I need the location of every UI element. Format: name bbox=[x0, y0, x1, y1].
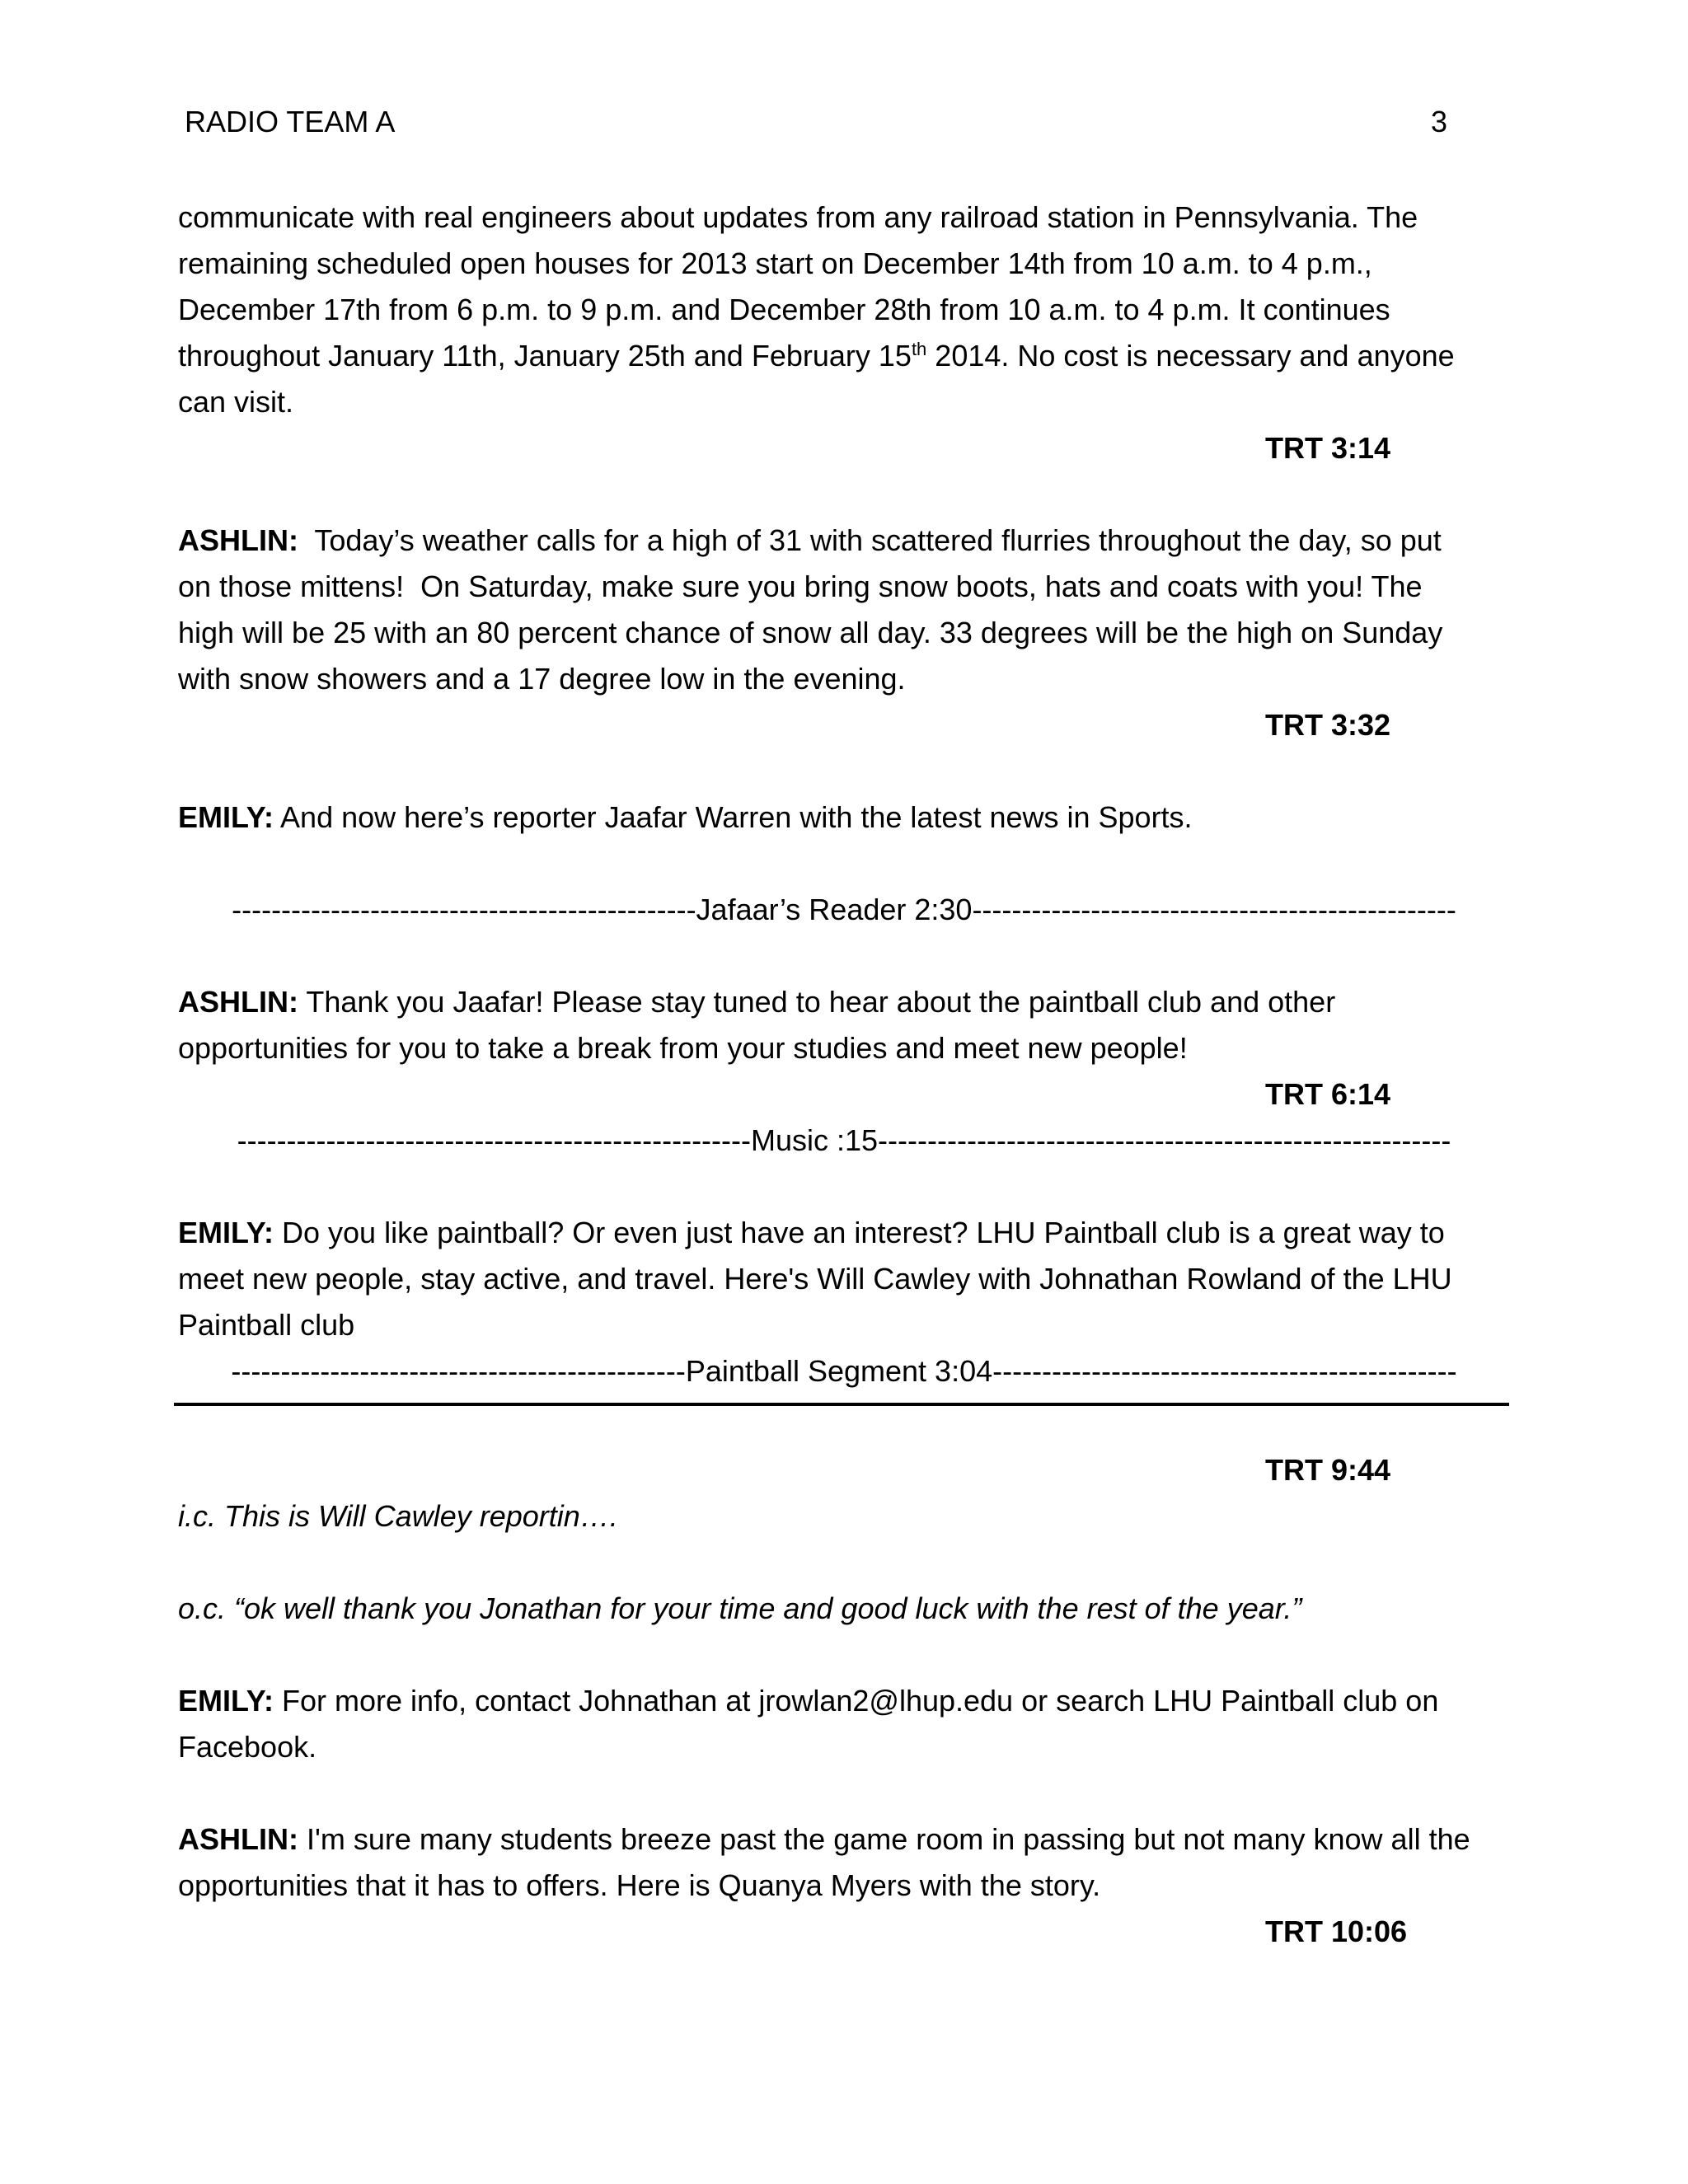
game-room-line-2: opportunities that it has to offers. Here is Quanya Myers with the story. bbox=[178, 1868, 1101, 1902]
paintball-line-1 bbox=[178, 1210, 1445, 1256]
speaker-ashlin: ASHLIN: bbox=[178, 1822, 298, 1856]
speaker-emily: EMILY: bbox=[178, 1216, 274, 1249]
music-divider: ----------------------------------------------------Music :15---------------------------------------------------------- bbox=[237, 1123, 1451, 1157]
speaker-emily: EMILY: bbox=[178, 1684, 274, 1718]
in-cue: i.c. This is Will Cawley reportin…. bbox=[178, 1499, 618, 1533]
intro-line-1: communicate with real engineers about updates from any railroad station in Pennsylvania. The bbox=[178, 200, 1418, 234]
header-title: RADIO TEAM A bbox=[185, 105, 396, 138]
game-room-line-1 bbox=[178, 1816, 1470, 1863]
paintball-text-1: Do you like paintball? Or even just have an interest? LHU Paintball club is a great way to bbox=[274, 1216, 1445, 1249]
weather-line-3: high will be 25 with an 80 percent chance of snow all day. 33 degrees will be the high on Sunday bbox=[178, 616, 1443, 649]
paintball-line-2: meet new people, stay active, and travel. Here's Will Cawley with Johnathan Rowland of the LHU bbox=[178, 1262, 1452, 1296]
contact-text-1: For more info, contact Johnathan at jrowlan2@lhup.edu or search LHU Paintball club on bbox=[274, 1684, 1439, 1718]
weather-line-4: with snow showers and a 17 degree low in the evening. bbox=[178, 662, 906, 696]
thanks-line-2: opportunities for you to take a break from your studies and meet new people! bbox=[178, 1031, 1188, 1065]
section-rule bbox=[174, 1403, 1509, 1406]
game-room-text-1: I'm sure many students breeze past the game room in passing but not many know all the bbox=[298, 1822, 1470, 1856]
page-number: 3 bbox=[1431, 105, 1448, 138]
weather-line-1 bbox=[178, 518, 1442, 564]
intro-line-4 bbox=[178, 333, 1455, 379]
intro-line-5: can visit. bbox=[178, 385, 294, 419]
thanks-text-1: Thank you Jaafar! Please stay tuned to hear about the paintball club and other bbox=[298, 985, 1336, 1019]
sports-intro-text: And now here’s reporter Jaafar Warren with the latest news in Sports. bbox=[274, 800, 1193, 834]
contact-line-1 bbox=[178, 1678, 1438, 1724]
weather-text-1: Today’s weather calls for a high of 31 with scattered flurries throughout the day, so put bbox=[298, 523, 1442, 557]
weather-line-2: on those mittens! On Saturday, make sure you bring snow boots, hats and coats with you! The bbox=[178, 569, 1423, 603]
intro-line-4b: 2014. No cost is necessary and anyone bbox=[926, 339, 1455, 373]
trt-3-14: TRT 3:14 bbox=[1265, 431, 1391, 465]
speaker-ashlin: ASHLIN: bbox=[178, 523, 298, 557]
intro-line-3: December 17th from 6 p.m. to 9 p.m. and December 28th from 10 a.m. to 4 p.m. It continues bbox=[178, 293, 1390, 326]
speaker-ashlin: ASHLIN: bbox=[178, 985, 298, 1019]
paintball-divider: ----------------------------------------------Paintball Segment 3:04----------------------------------------------- bbox=[231, 1354, 1457, 1388]
trt-3-32: TRT 3:32 bbox=[1265, 708, 1391, 742]
intro-line-2: remaining scheduled open houses for 2013 start on December 14th from 10 a.m. to 4 p.m., bbox=[178, 246, 1372, 280]
out-cue: o.c. “ok well thank you Jonathan for your time and good luck with the rest of the year.” bbox=[178, 1591, 1302, 1625]
trt-9-44: TRT 9:44 bbox=[1265, 1453, 1391, 1487]
thanks-line-1 bbox=[178, 979, 1335, 1025]
superscript-th: th bbox=[911, 339, 927, 359]
paintball-line-3: Paintball club bbox=[178, 1308, 355, 1342]
speaker-emily: EMILY: bbox=[178, 800, 274, 834]
sports-intro-line bbox=[178, 794, 1193, 841]
intro-line-4a: throughout January 11th, January 25th and February 15 bbox=[178, 339, 912, 373]
trt-10-06: TRT 10:06 bbox=[1265, 1915, 1408, 1948]
contact-line-2: Facebook. bbox=[178, 1730, 317, 1764]
reader-divider: -----------------------------------------------Jafaar’s Reader 2:30------------------------------------------------- bbox=[232, 893, 1456, 926]
trt-6-14: TRT 6:14 bbox=[1265, 1077, 1391, 1111]
